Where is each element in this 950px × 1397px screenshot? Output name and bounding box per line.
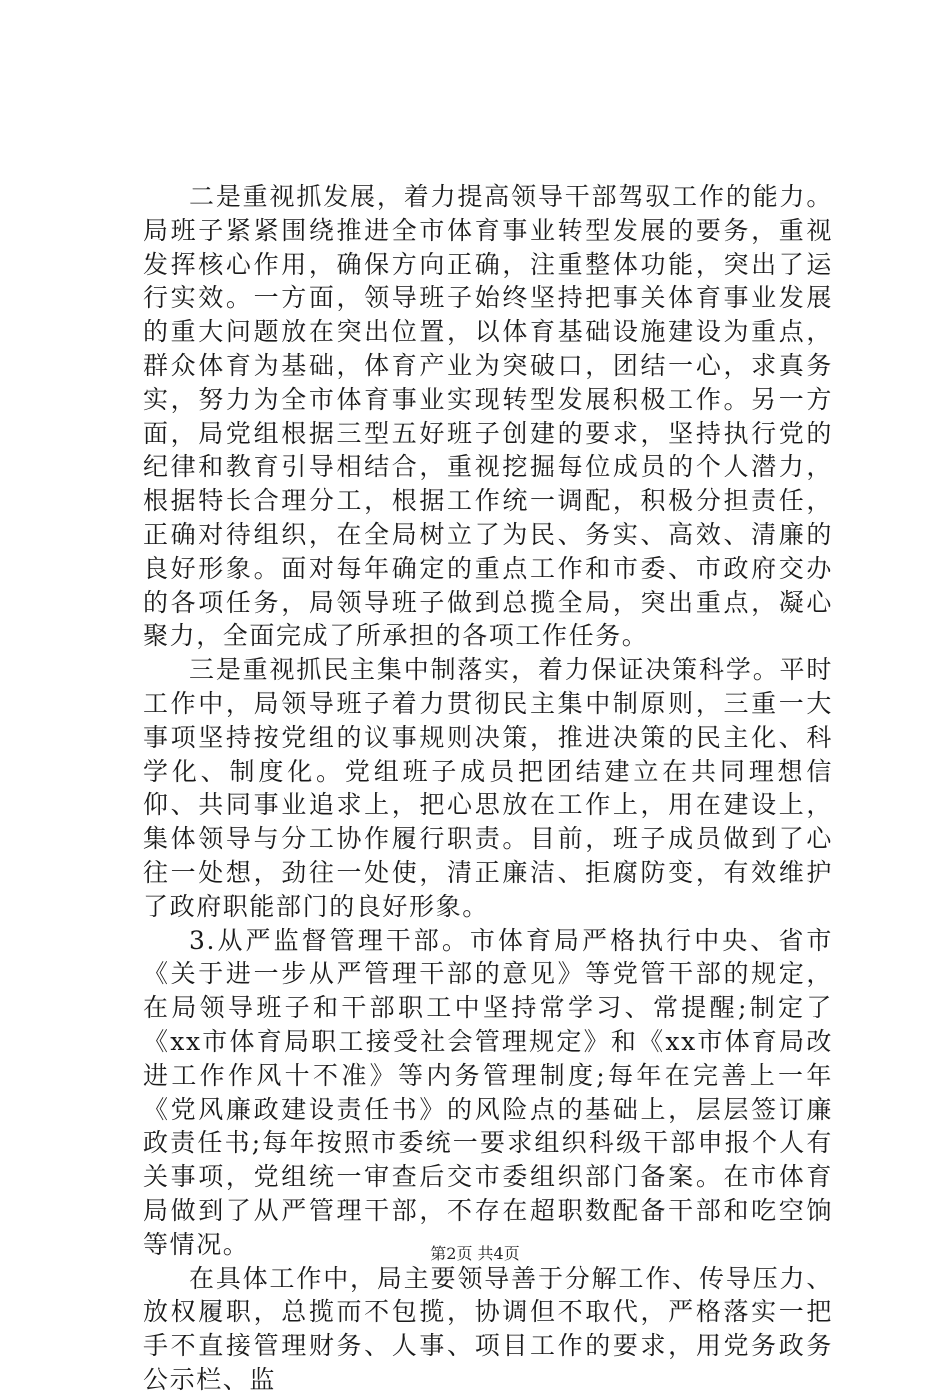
page-number-footer: 第2页 共4页 — [430, 1244, 520, 1263]
document-body — [143, 180, 833, 1397]
paragraph-democratic-centralism: 三是重视抓民主集中制落实，着力保证决策科学。平时工作中，局领导班子着力贯彻民主集中制原则，三重一大事项坚持按党组的议事规则决策，推进决策的民主化、科学化、制度化。党组班子成员把团结建立在共同理想信仰、共同事业追求上，把心思放在工作上，用在建设上，集体领导与分工协作履行职责。目前，班子成员做到了心往一处想，劲往一处使，清正廉洁、拒腐防变，有效维护了政府职能部门的良好形象。 — [143, 655, 833, 921]
paragraph-specific-work: 在具体工作中，局主要领导善于分解工作、传导压力、放权履职，总揽而不包揽，协调但不取代，严格落实一把手不直接管理财务、人事、项目工作的要求，用党务政务公示栏、监 — [143, 1263, 833, 1394]
paragraph-strict-supervision: 3.从严监督管理干部。市体育局严格执行中央、省市《关于进一步从严管理干部的意见》等党管干部的规定，在局领导班子和干部职工中坚持常学习、常提醒;制定了《xx市体育局职工接受社会管理规定》和《xx市体育局改进工作作风十不准》等内务管理制度;每年在完善上一年《党风廉政建设责任书》的风险点的基础上，层层签订廉政责任书;每年按照市委统一要求组织科级干部申报个人有关事项，党组统一审查后交市委组织部门备案。在市体育局做到了从严管理干部，不存在超职数配备干部和吃空饷等情况。 — [143, 925, 833, 1259]
paragraph-leadership-development: 二是重视抓发展，着力提高领导干部驾驭工作的能力。局班子紧紧围绕推进全市体育事业转型发展的要务，重视发挥核心作用，确保方向正确，注重整体功能，突出了运行实效。一方面，领导班子始终坚持把事关体育事业发展的重大问题放在突出位置，以体育基础设施建设为重点，群众体育为基础，体育产业为突破口，团结一心，求真务实，努力为全市体育事业实现转型发展积极工作。另一方面，局党组根据三型五好班子创建的要求，坚持执行党的纪律和教育引导相结合，重视挖掘每位成员的个人潜力，根据特长合理分工，根据工作统一调配，积极分担责任，正确对待组织，在全局树立了为民、务实、高效、清廉的良好形象。面对每年确定的重点工作和市委、市政府交办的各项任务，局领导班子做到总揽全局，突出重点，凝心聚力，全面完成了所承担的各项工作任务。 — [143, 182, 833, 651]
